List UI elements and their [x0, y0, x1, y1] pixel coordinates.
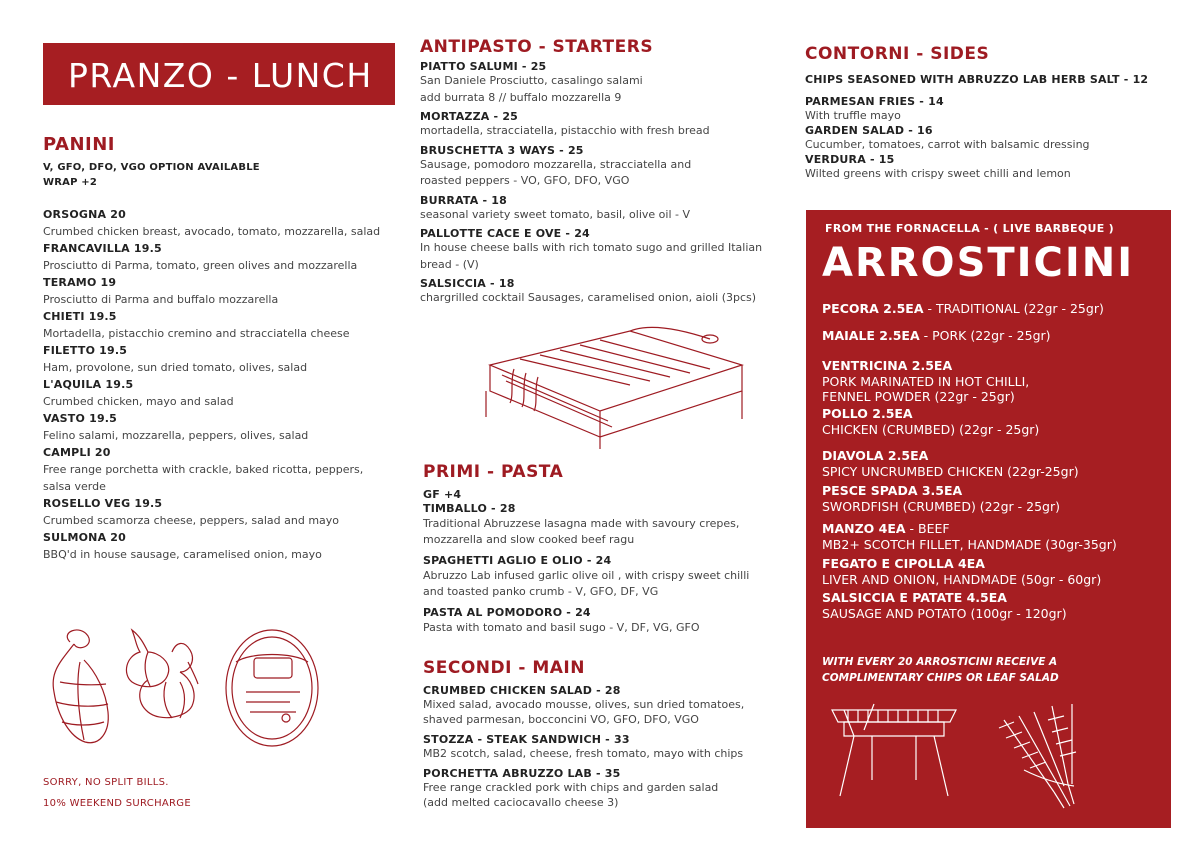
skewers-icon — [999, 704, 1076, 808]
arrosticini-item-name: VENTRICINA 2.5EA — [822, 358, 953, 373]
arrosticini-panel — [806, 210, 1171, 828]
menu-item-name: PARMESAN FRIES - 14 — [805, 95, 944, 108]
arrosticini-item-header — [822, 405, 1117, 422]
lunch-title: PRANZO - LUNCH — [68, 56, 373, 95]
menu-item-description: seasonal variety sweet tomato, basil, olive oil - V — [420, 207, 690, 221]
menu-item-description: and toasted panko crumb - V, GFO, DF, VG — [423, 585, 659, 598]
menu-item-name: TIMBALLO - 28 — [423, 502, 516, 515]
arrosticini-item-header — [822, 589, 1117, 606]
garlic-icon — [126, 630, 198, 718]
arrosticini-item-header — [822, 555, 1117, 572]
menu-item-name: VASTO 19.5 — [43, 412, 118, 425]
menu-item — [43, 411, 380, 444]
menu-item-description: With truffle mayo — [805, 109, 901, 122]
menu-item-name: ORSOGNA 20 — [43, 208, 126, 221]
arrosticini-promo — [822, 654, 1059, 686]
menu-item-description: mozzarella and slow cooked beef ragu — [423, 533, 635, 546]
menu-item — [43, 309, 380, 342]
arrosticini-item-description: BEEF — [918, 521, 950, 536]
menu-item-description: Crumbed scamorza cheese, peppers, salad and mayo — [43, 514, 340, 527]
menu-item-name: SULMONA 20 — [43, 531, 127, 544]
menu-item-name: STOZZA - STEAK SANDWICH - 33 — [423, 733, 630, 746]
menu-item-description: Mortadella, pistacchio cremino and stracciatella cheese — [43, 327, 350, 340]
arrosticini-item — [822, 357, 1117, 404]
menu-item-description: Crumbed chicken, mayo and salad — [43, 395, 234, 408]
menu-item-name: FRANCAVILLA 19.5 — [43, 242, 162, 255]
arrosticini-item-header — [822, 520, 1117, 537]
menu-item-name: SALSICCIA - 18 — [420, 277, 515, 290]
menu-item-name: GARDEN SALAD - 16 — [805, 124, 933, 137]
onion-spiral-icon — [53, 630, 108, 743]
arrosticini-item-header — [822, 327, 1117, 344]
arrosticini-item — [822, 555, 1117, 587]
menu-item — [43, 530, 380, 563]
arrosticini-item-description: SWORDFISH (CRUMBED) (22gr - 25gr) — [822, 499, 1060, 514]
menu-item-description: roasted peppers - VO, GFO, DFO, VGO — [420, 174, 630, 187]
grill-illustration — [480, 325, 755, 457]
contorni-chips: CHIPS SEASONED WITH ABRUZZO LAB HERB SALT - 12 — [805, 73, 1149, 86]
contorni-list — [805, 95, 1090, 182]
menu-item — [43, 275, 380, 308]
menu-item-description: (add melted caciocavallo cheese 3) — [423, 796, 619, 809]
menu-item-description: Felino salami, mozzarella, peppers, olives, salad — [43, 429, 309, 442]
menu-item-description: Traditional Abruzzese lasagna made with savoury crepes, — [423, 517, 740, 530]
menu-item-description: salsa verde — [43, 480, 106, 493]
menu-item-name: BRUSCHETTA 3 WAYS - 25 — [420, 143, 584, 157]
panini-heading: PANINI — [43, 134, 115, 155]
menu-item-description: Sausage, pomodoro mozzarella, stracciatella and — [420, 157, 692, 171]
promo-line: COMPLIMENTARY CHIPS OR LEAF SALAD — [822, 672, 1059, 684]
menu-item-description: MB2 scotch, salad, cheese, fresh tomato, mayo with chips — [423, 747, 744, 760]
menu-item-description: Prosciutto di Parma, tomato, green olives and mozzarella — [43, 259, 358, 272]
secondi-heading: SECONDI - MAIN — [423, 658, 585, 678]
arrosticini-item — [822, 327, 1117, 344]
menu-item — [805, 153, 1090, 182]
menu-item — [43, 445, 380, 495]
weekend-surcharge: 10% WEEKEND SURCHARGE — [43, 798, 191, 809]
menu-item — [420, 110, 762, 140]
panini-list — [43, 207, 380, 564]
arrosticini-list — [822, 300, 1117, 621]
menu-item-description: Mixed salad, avocado mousse, olives, sun dried tomatoes, — [423, 698, 745, 711]
menu-item — [423, 554, 749, 600]
arrosticini-item-header — [822, 357, 1117, 374]
menu-item — [43, 343, 380, 376]
menu-item-name: SPAGHETTI AGLIO E OLIO - 24 — [423, 554, 612, 567]
menu-item — [43, 496, 380, 529]
arrosticini-item — [822, 405, 1117, 437]
menu-item-description: mortadella, stracciatella, pistacchio with fresh bread — [420, 124, 710, 137]
menu-item-description: add burrata 8 // buffalo mozzarella 9 — [420, 90, 622, 104]
menu-item-description: bread - (V) — [420, 257, 479, 271]
menu-item — [423, 684, 744, 727]
menu-item-name: PASTA AL POMODORO - 24 — [423, 606, 591, 619]
primi-list — [423, 502, 749, 642]
menu-item-name: PORCHETTA ABRUZZO LAB - 35 — [423, 767, 621, 780]
garlic-cheese-illustration — [40, 622, 330, 762]
menu-item-name: L'AQUILA 19.5 — [43, 378, 134, 391]
menu-item-description: In house cheese balls with rich tomato sugo and grilled Italian — [420, 241, 763, 254]
arrosticini-item-header — [822, 447, 1117, 464]
menu-item-description: Cucumber, tomatoes, carrot with balsamic dressing — [805, 138, 1090, 151]
menu-item-name: ROSELLO VEG 19.5 — [43, 497, 163, 510]
arrosticini-item-header — [822, 300, 1117, 317]
menu-item-description: Free range crackled pork with chips and garden salad — [423, 781, 719, 794]
arrosticini-item-separator: - — [923, 301, 936, 316]
barbecue-skewers-illustration — [824, 700, 1154, 820]
menu-item — [423, 733, 744, 761]
menu-item-name: PIATTO SALUMI - 25 — [420, 60, 547, 73]
arrosticini-item-separator: - — [919, 328, 933, 343]
panini-wrap: WRAP +2 — [43, 177, 98, 188]
menu-item-name: TERAMO 19 — [43, 276, 117, 289]
arrosticini-item-header — [822, 482, 1117, 499]
arrosticini-item — [822, 589, 1117, 621]
arrosticini-item — [822, 520, 1117, 552]
arrosticini-title: ARROSTICINI — [822, 240, 1135, 286]
menu-item-name: FILETTO 19.5 — [43, 344, 128, 357]
arrosticini-item-description: CHICKEN (CRUMBED) (22gr - 25gr) — [822, 422, 1040, 437]
menu-item — [420, 60, 762, 106]
primi-heading: PRIMI - PASTA — [423, 462, 564, 482]
menu-item — [420, 194, 762, 224]
menu-item-name: MORTAZZA - 25 — [420, 110, 519, 123]
arrosticini-item-name: FEGATO E CIPOLLA 4EA — [822, 556, 985, 571]
menu-item — [423, 767, 744, 810]
menu-item — [420, 277, 762, 307]
menu-item-name: CHIETI 19.5 — [43, 310, 117, 323]
menu-item — [43, 377, 380, 410]
no-split-bills: SORRY, NO SPLIT BILLS. — [43, 777, 169, 788]
menu-item-description: BBQ'd in house sausage, caramelised onion, mayo — [43, 548, 322, 561]
arrosticini-subtitle: FROM THE FORNACELLA - ( LIVE BARBEQUE ) — [825, 222, 1114, 235]
menu-item-description: Prosciutto di Parma and buffalo mozzarella — [43, 293, 279, 306]
menu-item — [805, 95, 1090, 124]
menu-item — [423, 606, 749, 636]
menu-item-description: Crumbed chicken breast, avocado, tomato, mozzarella, salad — [43, 225, 381, 238]
panini-options: V, GFO, DFO, VGO OPTION AVAILABLE — [43, 162, 260, 173]
barbecue-icon — [832, 704, 956, 796]
arrosticini-item-description: PORK (22gr - 25gr) — [932, 328, 1051, 343]
menu-item — [43, 207, 380, 240]
arrosticini-item-name: DIAVOLA 2.5EA — [822, 448, 929, 463]
menu-item-name: VERDURA - 15 — [805, 153, 895, 166]
arrosticini-item-description: LIVER AND ONION, HANDMADE (50gr - 60gr) — [822, 572, 1102, 587]
arrosticini-item-description: FENNEL POWDER (22gr - 25gr) — [822, 389, 1015, 404]
arrosticini-item-description: SAUSAGE AND POTATO (100gr - 120gr) — [822, 606, 1067, 621]
arrosticini-item — [822, 300, 1117, 317]
secondi-list — [423, 684, 744, 816]
lunch-banner — [43, 43, 395, 105]
arrosticini-item-name: PECORA 2.5EA — [822, 301, 924, 316]
menu-item-description: shaved parmesan, bocconcini VO, GFO, DFO, VGO — [423, 713, 699, 726]
contorni-heading: CONTORNI - SIDES — [805, 44, 990, 64]
arrosticini-item-name: PESCE SPADA 3.5EA — [822, 483, 963, 498]
arrosticini-item-description: MB2+ SCOTCH FILLET, HANDMADE (30gr-35gr) — [822, 537, 1117, 552]
menu-item-description: Free range porchetta with crackle, baked ricotta, peppers, — [43, 463, 364, 476]
arrosticini-item — [822, 482, 1117, 514]
menu-item — [423, 502, 749, 548]
antipasto-heading: ANTIPASTO - STARTERS — [420, 37, 654, 57]
menu-item-name: PALLOTTE CACE E OVE - 24 — [420, 227, 590, 240]
arrosticini-item-description: TRADITIONAL (22gr - 25gr) — [935, 301, 1104, 316]
antipasto-list — [420, 60, 762, 311]
arrosticini-item-description: PORK MARINATED IN HOT CHILLI, — [822, 374, 1030, 389]
primi-gf: GF +4 — [423, 488, 462, 501]
menu-item-description: Abruzzo Lab infused garlic olive oil , with crispy sweet chilli — [423, 569, 750, 582]
arrosticini-item-name: MAIALE 2.5EA — [822, 328, 920, 343]
menu-item-description: Wilted greens with crispy sweet chilli and lemon — [805, 167, 1071, 180]
arrosticini-item-description: SPICY UNCRUMBED CHICKEN (22gr-25gr) — [822, 464, 1079, 479]
menu-item-name: BURRATA - 18 — [420, 193, 508, 207]
menu-item — [420, 144, 762, 190]
menu-item — [43, 241, 380, 274]
arrosticini-item — [822, 447, 1117, 479]
menu-item-description: San Daniele Prosciutto, casalingo salami — [420, 74, 643, 87]
promo-line: WITH EVERY 20 ARROSTICINI RECEIVE A — [822, 656, 1058, 668]
menu-item-description: Pasta with tomato and basil sugo - V, DF, VG, GFO — [423, 621, 700, 634]
menu-item — [420, 227, 762, 273]
arrosticini-item-name: SALSICCIA E PATATE 4.5EA — [822, 590, 1007, 605]
menu-item-description: chargrilled cocktail Sausages, caramelised onion, aioli (3pcs) — [420, 291, 757, 304]
menu-item — [805, 124, 1090, 153]
menu-item-name: CRUMBED CHICKEN SALAD - 28 — [423, 684, 621, 697]
arrosticini-item-name: MANZO 4EA — [822, 521, 906, 536]
menu-item-name: CAMPLI 20 — [43, 446, 111, 459]
menu-item-description: Ham, provolone, sun dried tomato, olives, salad — [43, 361, 308, 374]
cheese-wheel-icon — [226, 630, 318, 746]
arrosticini-item-name: POLLO 2.5EA — [822, 406, 913, 421]
arrosticini-item-separator: - — [905, 521, 918, 536]
